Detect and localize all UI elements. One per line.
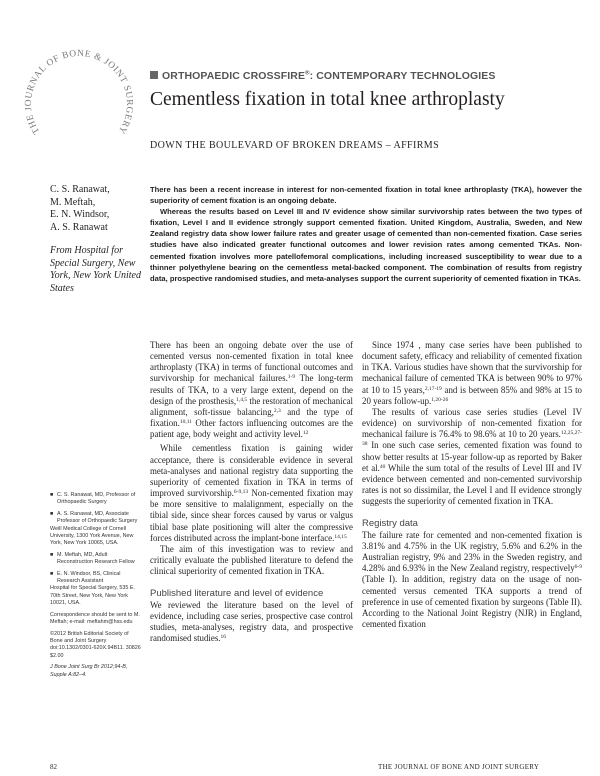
abstract-paragraph: Whereas the results based on Level III and IV evidence show similar survivorship rates between the two types of fixation, Level I and II evidence strongly support cemented fixation. United Kingdom, Australia, Sweden, and New Zealand registry data show lower failure rates and greater usage of cemented than non-cemented fixation. Case series studies have also indicated greater functional outcomes and lower revision rates among cemented TKAs. Non-cemented fixation involves more patellofemoral complications, including increased susceptibility to wear due to a thinner polyethylene bearing on the cementless metal-backed component. The combination of results from registry data, prospective randomised studies, and meta-analyses support the current superiority of cemented fixation in TKAs. xyxy=(150,207,582,283)
page-number: 82 xyxy=(50,763,57,771)
author-name: A. S. Ranawat xyxy=(50,221,108,233)
author-notes xyxy=(50,492,142,683)
body-paragraph: The failure rate for cemented and non-cemented fixation is 3.81% and 4.75% in the UK registry, 5.6% and 6.2% in the Australian registry, 9% and 23% in the Sweden registry, and 4.28% and 6.93% in the New Zealand registry, respectively$^{6-9}$ (Table I). In addition, registry data on the usage of non-cemented versus cemented TKA supports a trend of preference in use of cemented fixation by surgeons (Table II). According to the National Joint Registry (NJR) in England, cemented fixation xyxy=(362,529,582,630)
institution-address: Hospital for Special Surgery, 535 E. 70th Street, New York, New York 10021, USA. xyxy=(50,585,135,607)
author-list xyxy=(50,184,110,234)
body-paragraph: The results of various case series studies (Level IV evidence) on survivorship of non-cemented fixation for mechanical failure is 76.4% to 98.6% at 10 to 20 years.$^{12,25,27-38}$ In one such case series, cemented fixation was found to show better results at 15-year follow-up as reported by Baker et al.$^{40}$ While the sum total of the results of Level III and IV evidence between cemented and non-cemented survivorship rates is not so dissimilar, the Level I and II evidence strongly suggests the superiority of cemented fixation in TKA. xyxy=(362,406,583,507)
correspondence: Correspondence should be sent to M. Meftah; e-mail: meftahm@hss.edu xyxy=(50,611,140,626)
article-title: Cementless fixation in total knee arthroplasty xyxy=(150,89,505,110)
citation: J Bone Joint Surg Br 2012;94-B, Supple A:82–4. xyxy=(50,664,128,678)
abstract-paragraph: There has been a recent increase in interest for non-cemented fixation in total knee arthroplasty (TKA), however the superiority of cement fixation is an ongoing debate. xyxy=(150,185,582,206)
body-paragraph: We reviewed the literature based on the level of evidence, including case series, prospective case control studies, meta-analyses, registry data, and prospective randomised studies.$^{16}$ xyxy=(150,599,353,644)
author-note: ■ A. S. Ranawat, MD, Associate Professor of Orthopaedic Surgery xyxy=(50,510,138,525)
svg-text:THE JOURNAL OF BONE & JOINT SU xyxy=(24,49,134,136)
seal-text: THE JOURNAL OF BONE & JOINT SURGERY xyxy=(23,48,135,136)
copyright: ©2012 British Editorial Society of Bone and Joint Surgery doi:10.1302/0301-620X.94B11. 30826 $2.00 xyxy=(50,630,141,659)
journal-seal-logo xyxy=(18,28,140,150)
bullet-icon: ■ xyxy=(50,551,54,558)
body-paragraph: While cementless fixation is gaining wider acceptance, there is considerable evidence in several meta-analyses and national registry data supporting the superiority of cemented fixation in TKA in terms of improved survivorship.$^{6-9,13}$ Non-cemented fixation may be more sensitive to malalignment, especially on the tibial side, since shear forces caused by varus or valgus tibial base plate positioning will alter the compressive forces distributed across the implant-bone interface.$^{14,15}$ xyxy=(150,443,354,543)
author-name: E. N. Windsor, xyxy=(50,209,110,220)
body-paragraph: The aim of this investigation was to review and critically evaluate the published literature to defend the clinical superiority of cemented fixation in TKA. xyxy=(150,543,353,577)
author-affiliation: From Hospital for Special Surgery, New York, New York United States xyxy=(50,245,141,294)
author-note: ■ C. S. Ranawat, MD, Professor of Orthopaedic Surgery xyxy=(50,492,136,506)
author-name: C. S. Ranawat, xyxy=(50,184,110,195)
section-heading: Published literature and level of evidence xyxy=(150,588,324,600)
journal-footer: THE JOURNAL OF BONE AND JOINT SURGERY xyxy=(378,763,540,771)
section-square-icon xyxy=(150,71,158,79)
bullet-icon: ■ xyxy=(50,492,54,498)
author-note: ■ E. N. Windsor, BS, Clinical Research Assistant xyxy=(50,570,121,585)
body-column-left xyxy=(150,340,353,644)
bullet-icon: ■ xyxy=(50,570,54,577)
section-label: ORTHOPAEDIC CROSSFIRE®: CONTEMPORARY TECHNOLOGIES xyxy=(150,70,496,82)
body-paragraph: There has been an ongoing debate over the use of cemented versus non-cemented fixation in total knee arthroplasty (TKA) in terms of functional outcomes and survivorship for mechanical failures.$^{1-9}$ The long-term results of TKA, to a very large extent, depend on the design of the prosthesis,$^{1,4,5}$ the restoration of mechanical alignment, soft-tissue balancing,$^{2,3}$ and the type of fixation.$^{10,11}$ Other factors influencing outcomes are the patient age, body weight and activity level.$^{12}$ xyxy=(150,340,353,440)
author-name: M. Meftah, xyxy=(50,196,96,208)
body-column-right xyxy=(362,340,582,630)
institution-address: Weill Medical College of Cornell University, 1300 York Avenue, New York, New York 10065, USA. xyxy=(50,525,134,547)
author-note: ■ M. Meftah, MD, Adult Reconstruction Research Fellow xyxy=(50,551,135,566)
bullet-icon: ■ xyxy=(50,510,54,517)
section-heading: Registry data xyxy=(362,518,418,530)
article-subtitle: DOWN THE BOULEVARD OF BROKEN DREAMS – AFFIRMS xyxy=(150,140,440,151)
body-paragraph: Since 1974 , many case series have been published to document safety, efficacy and reliability of cemented fixation in TKA. Various studies have shown that the survivorship for mechanical failure of cemented TKA is between 90% to 97% at 10 to 15 years,$^{2,17-19}$ and is between 85% and 98% at 15 to 20 years follow-up.$^{1,20-26}$ xyxy=(362,340,582,406)
abstract xyxy=(150,184,582,284)
